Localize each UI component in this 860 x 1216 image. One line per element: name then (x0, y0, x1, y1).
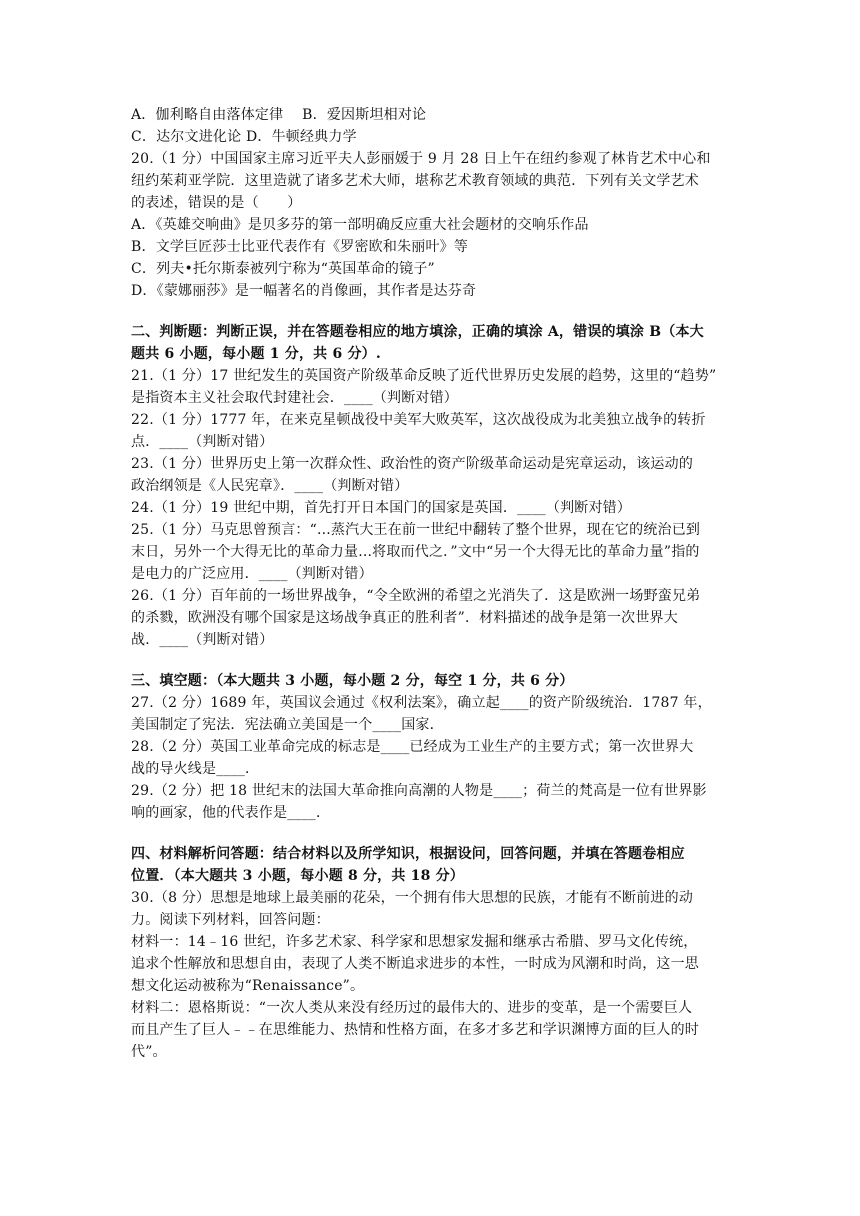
q27-line-1: 27.（2 分）1689 年，英国议会通过《权利法案》，确立起____的资产阶级统治．1787 年， (131, 695, 712, 711)
material-2-line-3: 代”。 (131, 1044, 167, 1060)
q20-option-b: B．文学巨匠莎士比亚代表作有《罗密欧和朱丽叶》等 (131, 239, 469, 255)
section-gap (131, 824, 731, 843)
material-1-line-2: 追求个性解放和思想自由，表现了人类不断追求进步的本性，一时成为风潮和时尚，这一思 (131, 956, 699, 972)
section3-heading: 三、填空题：（本大题共 3 小题，每小题 2 分，每空 1 分，共 6 分） (131, 673, 574, 689)
section2-heading-line-1: 二、判断题：判断正误，并在答题卷相应的地方填涂，正确的填涂 A，错误的填涂 B（本大 (131, 324, 704, 340)
section4-heading-line-1: 四、材料解析问答题：结合材料以及所学知识，根据设问，回答问题，并填在答题卷相应 (131, 846, 685, 862)
q25-line-1: 25.（1 分）马克思曾预言：“...蒸汽大王在前一世纪中翻转了整个世界，现在它的统治已到 (131, 522, 701, 538)
q26-line-1: 26.（1 分）百年前的一场世界战争，“令全欧洲的希望之光消失了．这是欧洲一场野蛮兄弟 (131, 588, 701, 604)
q20-stem-line-3: 的表述，错误的是（ ） (131, 195, 302, 211)
q30-line-2: 力。阅读下列材料，回答问题： (131, 912, 330, 928)
q20-option-c: C．列夫•托尔斯泰被列宁称为“英国革命的镜子” (131, 261, 435, 277)
q21-line-2: 是指资本主义社会取代封建社会．____（判断对错） (131, 390, 458, 406)
exam-content (131, 104, 731, 1063)
q22-line-2: 点．____（判断对错） (131, 434, 274, 450)
q29-line-2: 响的画家，他的代表作是____． (131, 805, 331, 821)
material-1-line-1: 材料一：14﹣16 世纪，许多艺术家、科学家和思想家发掘和继承古希腊、罗马文化传统， (131, 934, 698, 950)
q27-line-2: 美国制定了宪法．宪法确立美国是一个____国家． (131, 717, 444, 733)
section2-heading-line-2: 题共 6 小题，每小题 1 分，共 6 分）. (131, 346, 381, 362)
material-1-line-3: 想文化运动被称为“Renaissance”。 (131, 978, 365, 994)
q20-stem-line-2: 纽约茱莉亚学院．这里造就了诸多艺术大师，堪称艺术教育领域的典范．下列有关文学艺术 (131, 173, 699, 189)
section4-heading-line-2: 位置．（本大题共 3 小题，每小题 8 分，共 18 分） (131, 868, 465, 884)
q24-line-1: 24.（1 分）19 世纪中期，首先打开日本国门的国家是英国．____（判断对错） (131, 500, 632, 516)
q25-line-2: 末日，另外一个大得无比的革命力量...将取而代之．”文中“另一个大得无比的革命力量”指的 (131, 544, 700, 560)
q23-line-2: 政治纲领是《人民宪章》．____（判断对错） (131, 478, 409, 494)
q19-options-line-2: C．达尔文进化论 D．牛顿经典力学 (131, 129, 357, 145)
q28-line-2: 战的导火线是____． (131, 761, 260, 777)
q28-line-1: 28.（2 分）英国工业革命完成的标志是____已经成为工业生产的主要方式；第一次世界大 (131, 739, 694, 755)
q22-line-1: 22.（1 分）1777 年，在来克星顿战役中美军大败英军，这次战役成为北美独立战争的转折 (131, 412, 706, 428)
q26-line-3: 战．____（判断对错） (131, 632, 274, 648)
section-gap (131, 302, 731, 321)
q20-stem-line-1: 20.（1 分）中国国家主席习近平夫人彭丽媛于 9 月 28 日上午在纽约参观了林肯艺术中心和 (131, 151, 711, 167)
material-2-line-1: 材料二：恩格斯说：“一次人类从来没有经历过的最伟大的、进步的变革，是一个需要巨人 (131, 1000, 693, 1016)
q20-option-a: A．《英雄交响曲》是贝多芬的第一部明确反应重大社会题材的交响乐作品 (131, 217, 589, 233)
q26-line-2: 的杀戮，欧洲没有哪个国家是这场战争真正的胜利者”．材料描述的战争是第一次世界大 (131, 610, 678, 626)
q20-option-d: D．《蒙娜丽莎》是一幅著名的肖像画，其作者是达芬奇 (131, 283, 477, 299)
material-2-line-2: 而且产生了巨人﹣﹣在思维能力、热情和性格方面，在多才多艺和学识渊博方面的巨人的时 (131, 1022, 699, 1038)
q23-line-1: 23.（1 分）世界历史上第一次群众性、政治性的资产阶级革命运动是宪章运动，该运动的 (131, 456, 694, 472)
q19-options-line-1: A．伽利略自由落体定律 B．爱因斯坦相对论 (131, 107, 427, 123)
section-gap (131, 651, 731, 670)
q25-line-3: 是电力的广泛应用．____（判断对错） (131, 566, 373, 582)
q21-line-1: 21.（1 分）17 世纪发生的英国资产阶级革命反映了近代世界历史发展的趋势，这里的“趋势” (131, 368, 717, 384)
q30-line-1: 30.（8 分）思想是地球上最美丽的花朵，一个拥有伟大思想的民族，才能有不断前进的动 (131, 890, 694, 906)
q29-line-1: 29.（2 分）把 18 世纪末的法国大革命推向高潮的人物是____；荷兰的梵高是一位有世界影 (131, 783, 707, 799)
